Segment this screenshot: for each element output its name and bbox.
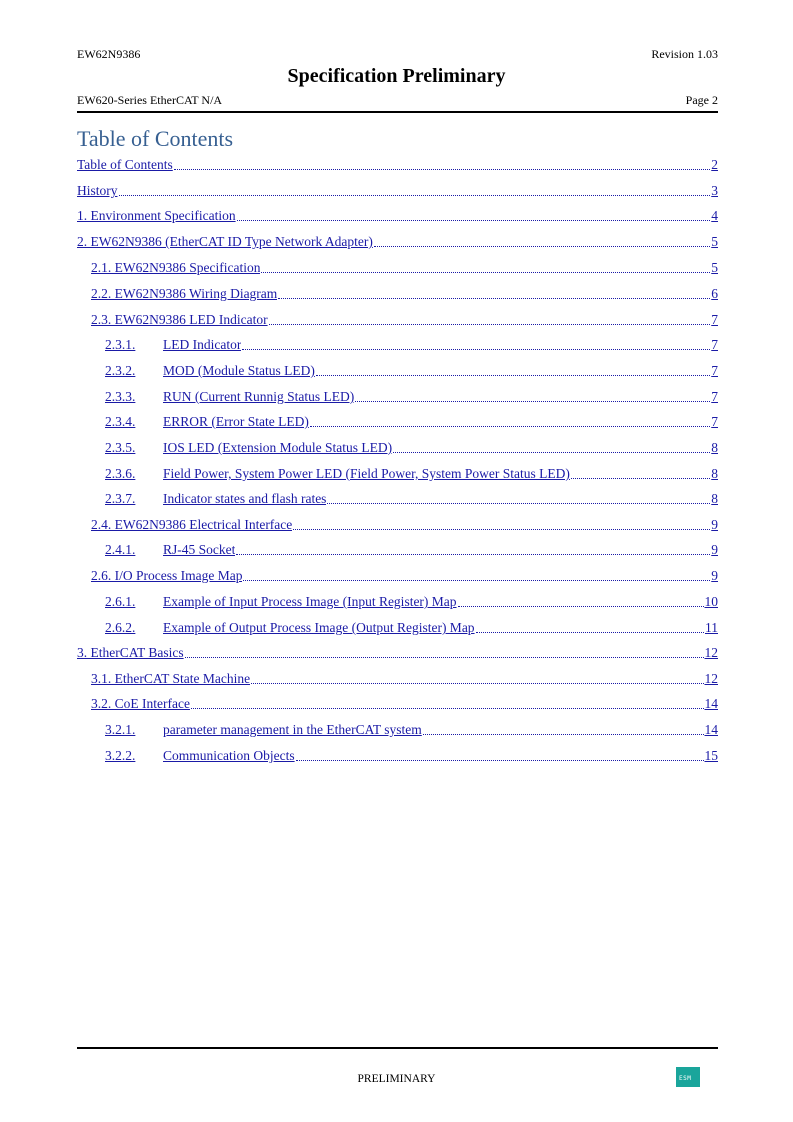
toc-leader: [236, 554, 710, 555]
toc-entry-page: 8: [711, 440, 718, 455]
toc-entry-title: 3. EtherCAT Basics: [77, 645, 184, 660]
toc-entry-page: 8: [711, 491, 718, 506]
toc-entry-output-process-image[interactable]: [105, 618, 718, 636]
toc-entry-title: LED Indicator: [163, 337, 242, 352]
footer-divider: [77, 1047, 718, 1049]
toc-entry-ew62n9386-adapter[interactable]: [77, 232, 718, 250]
toc-entry-coe-interface[interactable]: [91, 694, 718, 712]
toc-leader: [293, 529, 710, 530]
toc-entry-led-indicator-section[interactable]: [91, 310, 718, 328]
toc-entry-rj45-socket[interactable]: [105, 540, 718, 558]
toc-entry-title: Field Power, System Power LED (Field Power, System Power Status LED): [163, 466, 570, 481]
toc-leader: [458, 606, 704, 607]
toc-entry-page: 9: [711, 568, 718, 583]
toc-entry-title: Indicator states and flash rates: [163, 491, 327, 506]
toc-leader: [571, 478, 710, 479]
toc-entry-environment-specification[interactable]: [77, 206, 718, 224]
toc-entry-number: 2.3.5.: [105, 440, 136, 455]
toc-entry-title: 3.1. EtherCAT State Machine: [91, 671, 251, 686]
toc-entry-ew62n9386-specification[interactable]: [91, 258, 718, 276]
toc-entry-title: Example of Output Process Image (Output Register) Map: [163, 620, 475, 635]
toc-entry-page: 3: [711, 183, 718, 198]
toc-leader: [191, 708, 704, 709]
company-logo-text: ESM: [679, 1075, 692, 1082]
toc-entry-title: 2.3. EW62N9386 LED Indicator: [91, 312, 268, 327]
toc-entry-title: 2.2. EW62N9386 Wiring Diagram: [91, 286, 278, 301]
header-doc-id: EW62N9386: [77, 47, 141, 61]
toc-entry-page: 7: [711, 414, 718, 429]
toc-entry-page: 15: [704, 748, 718, 763]
toc-entry-page: 5: [711, 260, 718, 275]
toc-leader: [296, 760, 704, 761]
company-logo: [676, 1067, 700, 1087]
toc-leader: [355, 401, 710, 402]
toc-entry-title: IOS LED (Extension Module Status LED): [163, 440, 393, 455]
toc-entry-page: 7: [711, 312, 718, 327]
toc-leader: [251, 683, 703, 684]
toc-entry-communication-objects[interactable]: [105, 746, 718, 764]
toc-leader: [316, 375, 710, 376]
header-divider: [77, 111, 718, 113]
toc-entry-number: 2.3.7.: [105, 491, 136, 506]
toc-entry-title: Communication Objects: [163, 748, 295, 763]
toc-entry-number: 2.6.1.: [105, 594, 136, 609]
header-revision: Revision 1.03: [651, 47, 718, 61]
toc-entry-input-process-image[interactable]: [105, 592, 718, 610]
toc-entry-parameter-management[interactable]: [105, 720, 718, 738]
toc-entry-title: Example of Input Process Image (Input Register) Map: [163, 594, 457, 609]
toc-entry-wiring-diagram[interactable]: [91, 284, 718, 302]
toc-entry-number: 2.3.2.: [105, 363, 136, 378]
toc-entry-title: 2.6. I/O Process Image Map: [91, 568, 243, 583]
toc-entry-page: 14: [704, 722, 718, 737]
toc-entry-power-led[interactable]: [105, 464, 718, 482]
toc-entry-title: History: [77, 183, 118, 198]
toc-entry-number: 2.3.4.: [105, 414, 136, 429]
toc-leader: [242, 349, 710, 350]
toc-leader: [393, 452, 710, 453]
toc-entry-ios-led[interactable]: [105, 438, 718, 456]
toc-heading: Table of Contents: [77, 126, 234, 151]
toc-leader: [261, 272, 710, 273]
toc-entry-number: 2.4.1.: [105, 542, 136, 557]
toc-leader: [185, 657, 704, 658]
toc-entry-title: 2.4. EW62N9386 Electrical Interface: [91, 517, 293, 532]
toc-entry-mod-led[interactable]: [105, 361, 718, 379]
toc-entry-state-machine[interactable]: [91, 669, 718, 687]
toc-entry-page: 7: [711, 337, 718, 352]
toc-leader: [119, 195, 711, 196]
toc-entry-page: 11: [705, 620, 718, 635]
toc-entry-page: 7: [711, 363, 718, 378]
toc-leader: [243, 580, 710, 581]
toc-entry-number: 2.3.1.: [105, 337, 136, 352]
toc-entry-page: 12: [704, 645, 718, 660]
toc-entry-page: 2: [711, 157, 718, 172]
toc-entry-title: ERROR (Error State LED): [163, 414, 309, 429]
toc-entry-io-process-image-map[interactable]: [91, 566, 718, 584]
toc-entry-number: 2.3.3.: [105, 389, 136, 404]
toc-leader: [269, 324, 711, 325]
toc-entry-history[interactable]: [77, 181, 718, 199]
toc-leader: [327, 503, 710, 504]
toc-entry-number: 2.3.6.: [105, 466, 136, 481]
header-page-number: Page 2: [685, 93, 718, 107]
toc-leader: [374, 246, 710, 247]
toc-entry-page: 10: [704, 594, 718, 609]
page-title: Specification Preliminary: [287, 65, 506, 87]
toc-entry-table-of-contents[interactable]: [77, 155, 718, 173]
toc-entry-title: RJ-45 Socket: [163, 542, 236, 557]
toc-entry-led-indicator[interactable]: [105, 335, 718, 353]
toc-entry-page: 4: [711, 208, 718, 223]
toc-entry-title: 2. EW62N9386 (EtherCAT ID Type Network Adapter): [77, 234, 373, 249]
toc-entry-ethercat-basics[interactable]: [77, 643, 718, 661]
toc-entry-title: 3.2. CoE Interface: [91, 696, 190, 711]
toc-entry-title: RUN (Current Runnig Status LED): [163, 389, 355, 404]
toc-leader: [310, 426, 710, 427]
toc-entry-title: MOD (Module Status LED): [163, 363, 315, 378]
header-series: EW620-Series EtherCAT N/A: [77, 93, 223, 107]
footer-preliminary: PRELIMINARY: [357, 1073, 436, 1085]
toc-entry-run-led[interactable]: [105, 387, 718, 405]
toc-entry-flash-rates[interactable]: [105, 489, 718, 507]
toc-entry-page: 9: [711, 517, 718, 532]
toc-entry-error-led[interactable]: [105, 412, 718, 430]
toc-entry-number: 3.2.2.: [105, 748, 136, 763]
toc-entry-page: 14: [704, 696, 718, 711]
toc-entry-title: 2.1. EW62N9386 Specification: [91, 260, 261, 275]
toc-leader: [174, 169, 710, 170]
toc-entry-page: 5: [711, 234, 718, 249]
toc-entry-title: parameter management in the EtherCAT system: [163, 722, 422, 737]
toc-leader: [423, 734, 704, 735]
toc-leader: [278, 298, 710, 299]
toc-entry-electrical-interface[interactable]: [91, 515, 718, 533]
toc-entry-page: 12: [704, 671, 718, 686]
toc-entry-page: 8: [711, 466, 718, 481]
toc-entry-title: Table of Contents: [77, 157, 173, 172]
toc-entry-title: 1. Environment Specification: [77, 208, 236, 223]
toc-leader: [476, 632, 704, 633]
toc-entry-number: 3.2.1.: [105, 722, 136, 737]
toc-entry-number: 2.6.2.: [105, 620, 136, 635]
toc-entry-page: 9: [711, 542, 718, 557]
toc-leader: [237, 220, 711, 221]
toc-entry-page: 6: [711, 286, 718, 301]
toc-entry-page: 7: [711, 389, 718, 404]
